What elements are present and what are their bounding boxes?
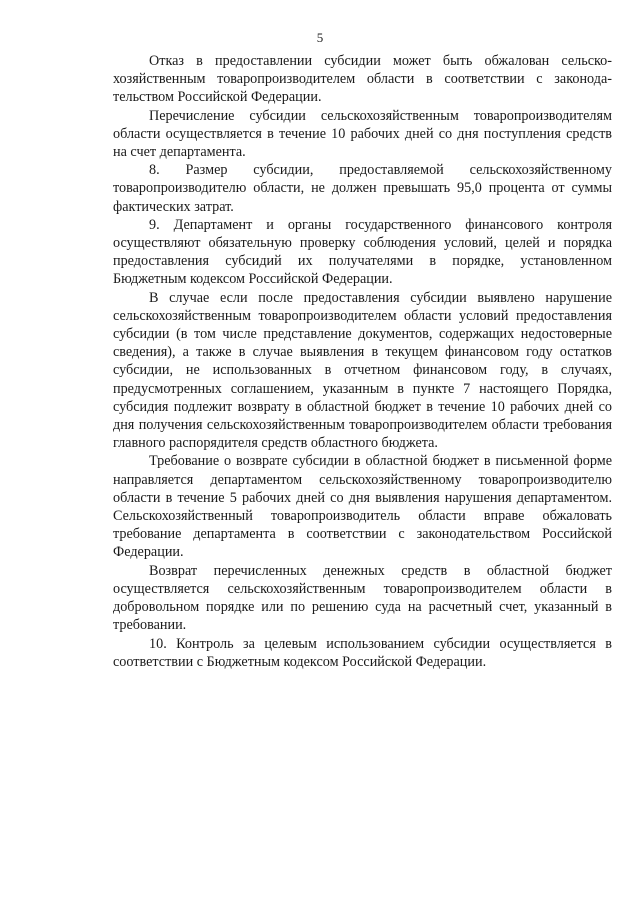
page-number: 5 [316, 30, 324, 45]
paragraph-return-procedure: Возврат перечисленных денежных средств в областной бюджет осуществляется сельскохозяйственным товаропроизводителем области в добровольном порядке или по решению суда на расчетный счет, указанный в требовании. [113, 562, 612, 634]
document-body [113, 52, 612, 671]
paragraph-return-requirement: Требование о возврате субсидии в областной бюджет в письменной форме направляется департаментом сельскохозяйственному товаропроизводителю области в течение 5 рабочих дней со дня выявления нарушения департаментом. Сельскохозяйственный товаропроизводитель области вправе обжаловать требование департамента в соответствии с законодательством Российской Федерации. [113, 453, 612, 561]
paragraph-9-control-check: 9. Департамент и органы государственного финансового контроля осуществляют обязательную проверку соблюдения условий, целей и порядка предоставления субсидий их получателями в порядке, установленном Бюджетным кодексом Российской Федерации. [113, 216, 612, 288]
paragraph-8-subsidy-size: 8. Размер субсидии, предоставляемой сельскохозяйственному товаропроизводителю области, не должен превышать 95,0 процента от суммы фактических затрат. [113, 162, 612, 215]
paragraph-transfer-term: Перечисление субсидии сельскохозяйственным товаропроизводителям области осуществляется в течение 10 рабочих дней со дня поступления средств на счет департамента. [113, 107, 612, 161]
paragraph-10-target-control: 10. Контроль за целевым использованием субсидии осуществляется в соответствии с Бюджетным кодексом Российской Федерации. [113, 635, 612, 670]
paragraph-violation-return: В случае если после предоставления субсидии выявлено нарушение сельскохозяйственным товаропроизводителем области условий предоставления субсидии (в том числе представление документов, содержащих недостоверные сведения), а также в случае выявления в текущем финансовом году остатков субсидии, не использованных в отчетном финансовом году, в случаях, предусмотренных соглашением, указанным в пункте 7 настоящего Порядка, субсидия подлежит возврату в областной бюджет в течение 10 рабочих дней со дня получения сельскохозяйственным товаропроизводителем области требования главного распорядителя средств областного бюджета. [113, 289, 612, 452]
paragraph-appeal-refusal: Отказ в предоставлении субсидии может быть обжалован сельскохозяйственным товаропроизводителем области в соответствии с законодательством Российской Федерации. [113, 53, 612, 106]
